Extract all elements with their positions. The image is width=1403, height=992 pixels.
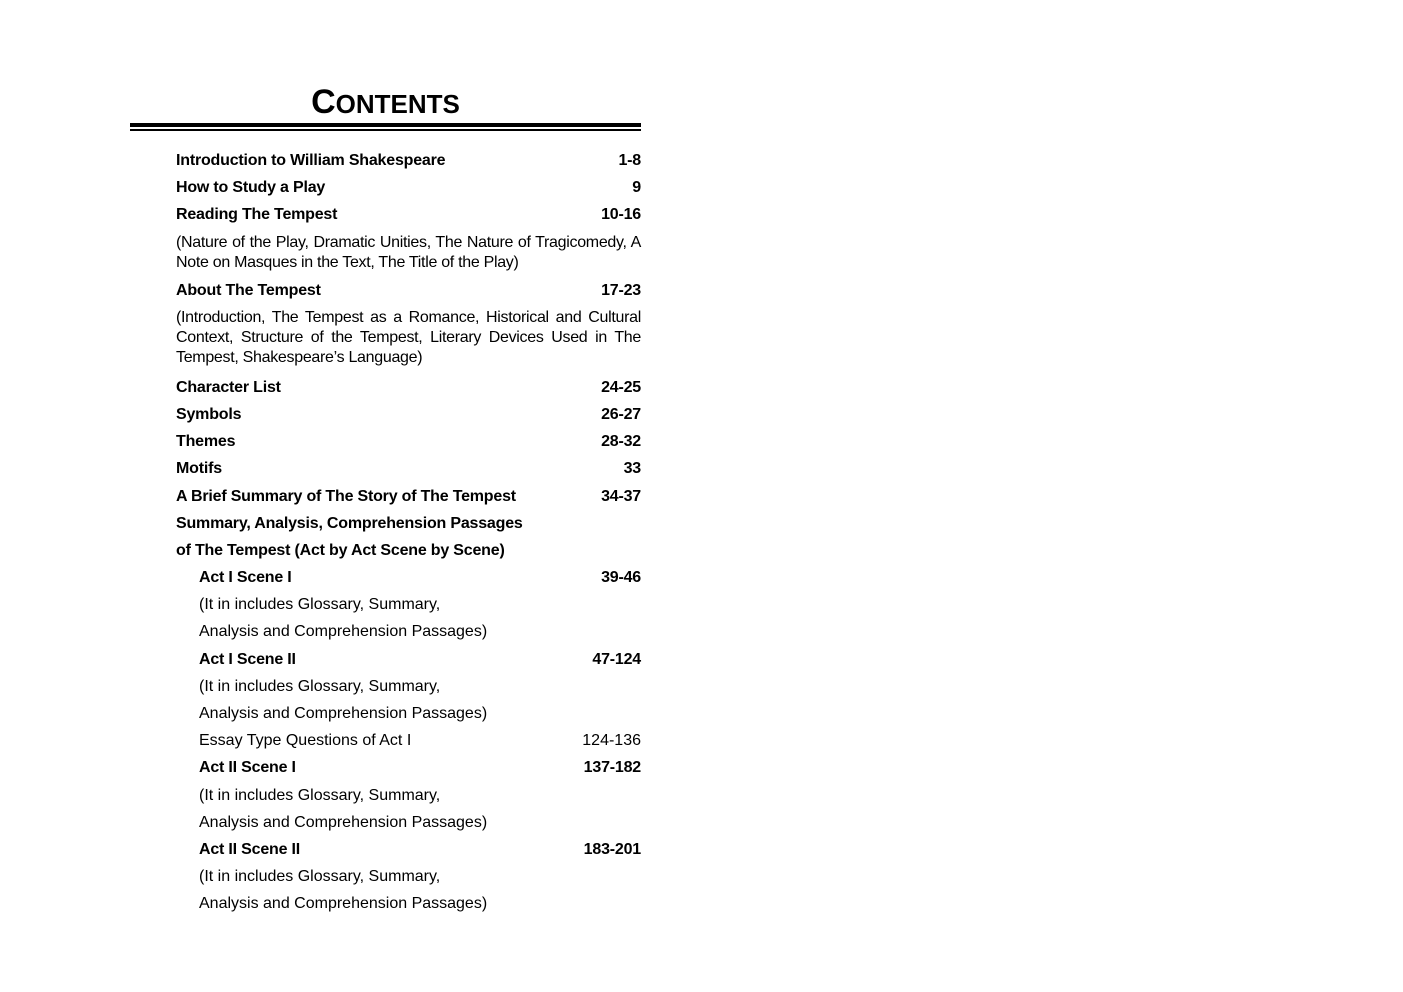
toc-entry-note: [176, 809, 641, 836]
toc-entry-title: About The Tempest: [176, 281, 321, 299]
toc-entry-note: [176, 618, 641, 645]
toc-entry-title: How to Study a Play: [176, 179, 326, 197]
toc-entry-page: 28-32: [601, 433, 641, 451]
toc-entry-title: Symbols: [176, 405, 242, 423]
toc-entry-note: [176, 673, 641, 700]
toc-section-heading: [176, 537, 641, 564]
toc-entry-page: 124-136: [582, 732, 641, 750]
toc-entry-page: 24-25: [601, 378, 641, 396]
toc-entry-title: Act I Scene I: [199, 569, 292, 587]
toc-section-heading: [176, 510, 641, 537]
toc-entry-title: Introduction to William Shakespeare: [176, 152, 446, 169]
page-title-initial: C: [311, 83, 336, 121]
toc-entry-note-text: (It in includes Glossary, Summary,: [199, 596, 441, 614]
toc-entry-description: (Nature of the Play, Dramatic Unities, The Nature of Tragicomedy, A Note on Masques in the Text, The Title of the Play): [176, 233, 641, 271]
toc-entry[interactable]: [176, 174, 641, 201]
toc-entry-note-text: Analysis and Comprehension Passages): [199, 813, 488, 831]
toc-entry-note-text: Analysis and Comprehension Passages): [199, 623, 488, 641]
toc-entry-title: Character List: [176, 378, 281, 396]
toc-entry-title: Themes: [176, 433, 236, 451]
toc-entry-note: [176, 890, 641, 917]
toc-entry-title: Act I Scene II: [199, 650, 296, 668]
toc-entry[interactable]: [176, 147, 641, 174]
toc-entry-note-text: Analysis and Comprehension Passages): [199, 705, 488, 722]
toc-entry-page: 47-124: [592, 650, 641, 668]
toc-entry[interactable]: [176, 401, 641, 428]
toc-entry-page: 137-182: [583, 759, 641, 777]
page-title: [130, 80, 641, 126]
toc-entry-note-text: (It in includes Glossary, Summary,: [199, 868, 441, 886]
toc-entry-page: 26-27: [601, 405, 641, 423]
toc-entry[interactable]: [176, 754, 641, 781]
toc-entry[interactable]: [176, 374, 641, 401]
toc-entry-page: 10-16: [601, 206, 641, 224]
toc-entry-page: 17-23: [601, 281, 641, 299]
toc-entry[interactable]: [176, 727, 641, 754]
toc-entry-title: Act II Scene I: [199, 759, 296, 777]
toc-entry[interactable]: [176, 836, 641, 863]
toc-entry[interactable]: [176, 483, 641, 510]
toc-entry-page: 39-46: [601, 569, 641, 587]
toc-entry-page: 34-37: [601, 487, 641, 505]
toc-entry-page: 9: [632, 179, 641, 197]
toc-section-heading-line: of The Tempest (Act by Act Scene by Scene): [176, 541, 505, 559]
toc-entry-title: Motifs: [176, 460, 222, 478]
toc-entry-description: (Introduction, The Tempest as a Romance, Historical and Cultural Context, Structure of the Tempest, Literary Devices Used in The Tempest, Shakespeare’s Language): [176, 308, 641, 366]
toc-entry-note-text: (It in includes Glossary, Summary,: [199, 677, 441, 695]
page-title-rest: ONTENTS: [335, 89, 460, 119]
toc-entry[interactable]: [176, 201, 641, 228]
toc-entry-title: A Brief Summary of The Story of The Tempest: [176, 487, 516, 505]
toc-entry-note: [176, 591, 641, 618]
toc-entry-note: [176, 700, 641, 727]
title-rule-thick: [130, 123, 641, 127]
toc-entry-title: Reading The Tempest: [176, 206, 338, 224]
toc-entry-note: [176, 782, 641, 809]
table-of-contents: [176, 147, 641, 918]
toc-entry-page: 1-8: [618, 152, 641, 169]
toc-entry[interactable]: [176, 277, 641, 304]
toc-section-heading-line: Summary, Analysis, Comprehension Passages: [176, 514, 523, 532]
toc-entry[interactable]: [176, 564, 641, 591]
toc-entry-page: 183-201: [583, 840, 641, 858]
toc-entry-note-text: (It in includes Glossary, Summary,: [199, 786, 441, 804]
toc-entry-title: Essay Type Questions of Act I: [199, 732, 412, 750]
toc-entry-page: 33: [623, 460, 641, 478]
toc-entry-title: Act II Scene II: [199, 840, 301, 858]
toc-entry-note-text: Analysis and Comprehension Passages): [199, 895, 488, 913]
toc-entry[interactable]: [176, 455, 641, 482]
toc-entry[interactable]: [176, 428, 641, 455]
toc-entry[interactable]: [176, 646, 641, 673]
toc-entry-note: [176, 863, 641, 890]
title-rule-thin: [130, 129, 641, 131]
